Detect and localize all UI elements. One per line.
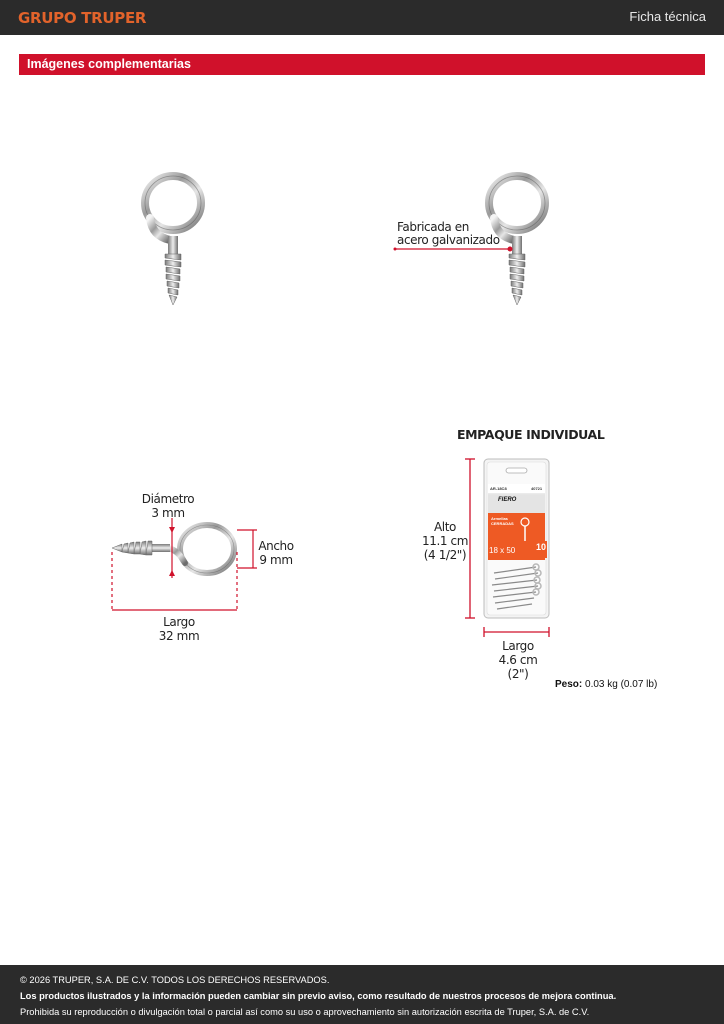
package-brand: FIERO: [498, 497, 517, 503]
package-code: AR-18C8: [490, 486, 507, 491]
page-footer: [0, 965, 724, 1024]
footer-notice: Los productos ilustrados y la información pueden cambiar sin previo aviso, como resultado de nuestros procesos de mejora continua.: [20, 991, 617, 1001]
page-header: [0, 0, 724, 35]
section-header: [19, 54, 705, 75]
package-weight-value: 0.03 kg (0.07 lb): [585, 679, 658, 690]
package-size: 18 x 50: [489, 546, 516, 555]
package-height-label: Alto: [434, 520, 456, 534]
package-product-line2: CERRADAS: [491, 521, 514, 526]
brand-logo: GRUPO TRUPER: [18, 9, 147, 27]
width-label: Ancho: [258, 539, 294, 553]
screw-eye-image: [130, 170, 220, 310]
package-weight-label: Peso:: [555, 679, 583, 690]
diameter-value: 3 mm: [151, 506, 185, 520]
package-height-value: 11.1 cm: [421, 534, 469, 548]
material-callout-line1: Fabricada en: [397, 220, 469, 234]
package-count: 10: [536, 542, 547, 552]
package-product-line1: Armellas: [491, 516, 508, 521]
length-value: 32 mm: [158, 629, 200, 643]
footer-copyright: © 2026 TRUPER, S.A. DE C.V. TODOS LOS DERECHOS RESERVADOS.: [20, 975, 330, 985]
material-callout-line2: acero galvanizado: [397, 233, 500, 247]
document-type: Ficha técnica: [629, 9, 706, 24]
footer-prohibition: Prohibida su reproducción o divulgación total o parcial así como su uso o aprovechamiento sin autorización escrita de Truper, S.A. de C.V.: [20, 1007, 590, 1017]
section-title: Imágenes complementarias: [27, 57, 191, 71]
width-value: 9 mm: [259, 553, 293, 567]
package-length-value: 4.6 cm: [498, 653, 538, 667]
package-height-inches: (4 1/2"): [423, 548, 467, 562]
package-length-label: Largo: [502, 639, 534, 653]
length-label: Largo: [163, 615, 195, 629]
package-title: EMPAQUE INDIVIDUAL: [457, 427, 605, 442]
package-length-inches: (2"): [507, 667, 529, 681]
package-sku: 40721: [531, 486, 543, 491]
diameter-label: Diámetro: [141, 492, 195, 506]
package-weight: [555, 679, 657, 690]
